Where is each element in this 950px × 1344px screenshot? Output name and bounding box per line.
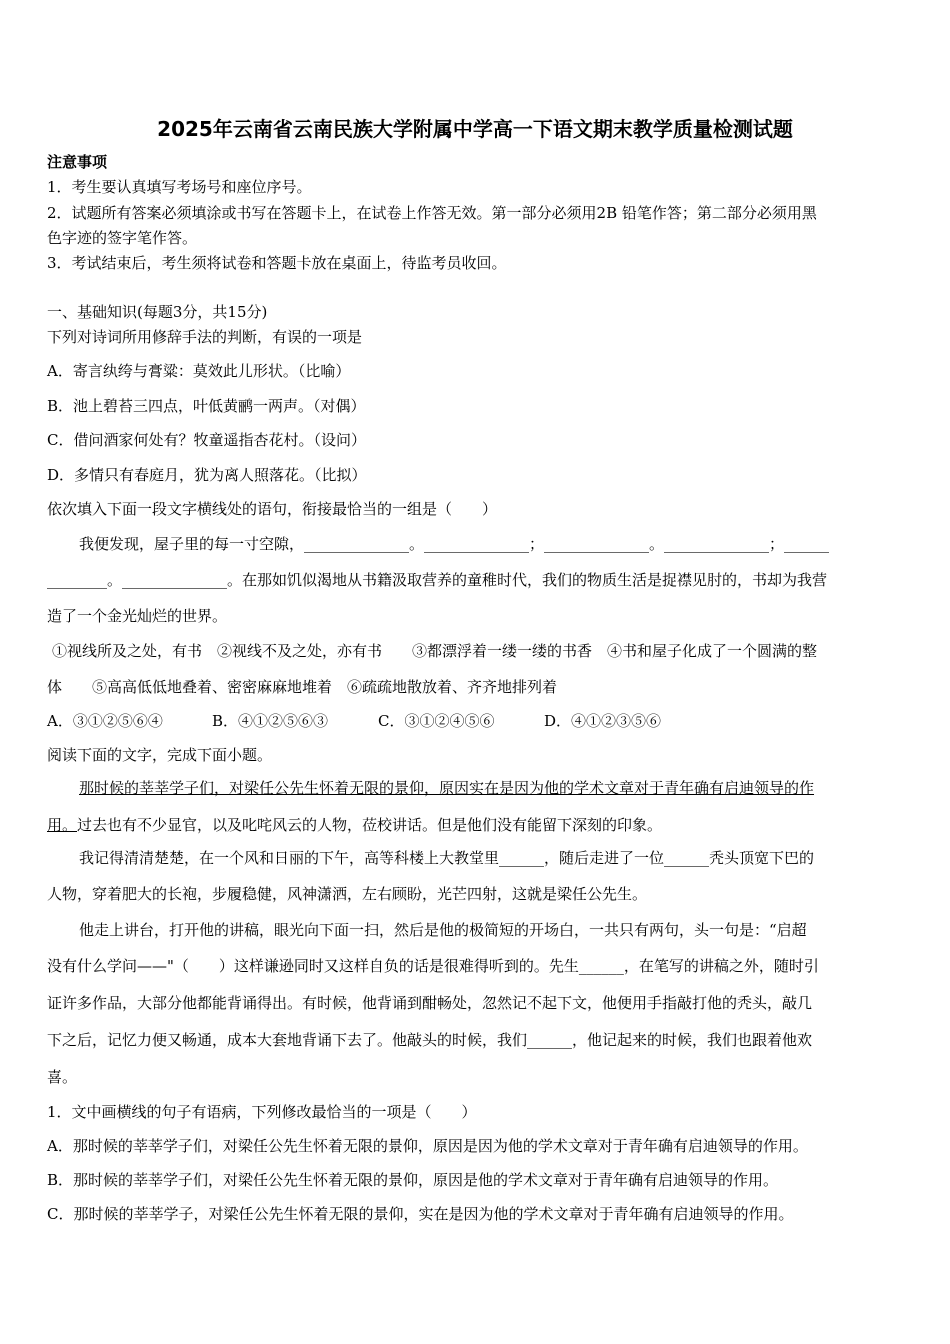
reading-intro: 阅读下面的文字，完成下面小题。: [47, 746, 273, 764]
passage-line: 没有什么学问——"（ ）这样谦逊同时又这样自负的话是很难得听到的。先生______，在笔写的讲稿之外，随时引: [47, 957, 819, 975]
passage-line: 造了一个金光灿烂的世界。: [47, 607, 228, 625]
answer-b: B．④①②⑤⑥③: [212, 712, 329, 730]
notice-item: 色字迹的签字笔作答。: [47, 229, 198, 247]
option-b: B．池上碧苔三四点，叶低黄鹂一两声。（对偶）: [47, 397, 366, 415]
question-stem: 依次填入下面一段文字横线处的语句，衔接最恰当的一组是（ ）: [47, 500, 498, 518]
passage-line: 证许多作品，大部分他都能背诵得出。有时候，他背诵到酣畅处，忽然记不起下文，他便用手指敲打他的秃头，敲几: [47, 994, 813, 1012]
option-b: B．那时候的莘莘学子们，对梁任公先生怀着无限的景仰，原因是他的学术文章对于青年确有启迪领导的作用。: [47, 1171, 779, 1189]
notice-heading: 注意事项: [47, 153, 108, 171]
passage-line: 他走上讲台，打开他的讲稿，眼光向下面一扫，然后是他的极简短的开场白，一共只有两句，头一句是：“启超: [79, 921, 807, 939]
notice-item: 2．试题所有答案必须填涂或书写在答题卡上，在试卷上作答无效。第一部分必须用2B 铅笔作答；第二部分必须用黑: [47, 204, 817, 222]
notice-item: 3．考试结束后，考生须将试卷和答题卡放在桌面上，待监考员收回。: [47, 254, 507, 272]
choices-line: 体 ⑤高高低低地叠着、密密麻麻地堆着 ⑥疏疏地散放着、齐齐地排列着: [47, 678, 558, 696]
page-title: 2025年云南省云南民族大学附属中学高一下语文期末教学质量检测试题: [157, 117, 793, 141]
choices-line: ①视线所及之处，有书 ②视线不及之处，亦有书 ③都漂浮着一缕一缕的书香 ④书和屋子化成了一个圆满的整: [52, 642, 818, 660]
section-heading: 一、基础知识(每题3分，共15分): [47, 303, 268, 321]
passage-line: 喜。: [47, 1068, 78, 1086]
passage-line: 下之后，记忆力便又畅通，成本大套地背诵下去了。他敲头的时候，我们______，他记起来的时候，我们也跟着他欢: [47, 1031, 813, 1049]
option-c: C．借问酒家何处有？牧童遥指杏花村。（设问）: [47, 431, 366, 449]
notice-item: 1．考生要认真填写考场号和座位序号。: [47, 178, 312, 196]
passage-text: 过去也有不少显官，以及叱咤风云的人物，莅校讲话。但是他们没有能留下深刻的印象。: [77, 816, 663, 834]
passage-line: 我便发现，屋子里的每一寸空隙，______________。______________；______________。______________；______: [79, 535, 830, 553]
question-stem: 下列对诗词所用修辞手法的判断，有误的一项是: [47, 328, 363, 346]
option-d: D．多情只有春庭月，犹为离人照落花。（比拟）: [47, 466, 367, 484]
passage-line: [47, 815, 662, 835]
option-a: A．那时候的莘莘学子们，对梁任公先生怀着无限的景仰，原因是因为他的学术文章对于青年确有启迪领导的作用。: [47, 1137, 808, 1155]
passage-line: 我记得清清楚楚，在一个风和日丽的下午，高等科楼上大教堂里______，随后走进了一位______秃头顶宽下巴的: [79, 849, 815, 867]
option-a: A．寄言纨绔与膏粱：莫效此儿形状。（比喻）: [47, 362, 351, 380]
passage-line: 人物，穿着肥大的长袍，步履稳健，风神潇洒，左右顾盼，光芒四射，这就是梁任公先生。: [47, 885, 648, 903]
answer-c: C．③①②④⑤⑥: [378, 712, 495, 730]
answer-d: D．④①②③⑤⑥: [544, 712, 662, 730]
question-stem: 1．文中画横线的句子有语病，下列修改最恰当的一项是（ ）: [47, 1103, 477, 1121]
underlined-sentence-end: 用。: [47, 816, 78, 834]
answer-options: [47, 711, 661, 731]
answer-a: A．③①②⑤⑥④: [47, 712, 163, 730]
option-c: C．那时候的莘莘学子，对梁任公先生怀着无限的景仰，实在是因为他的学术文章对于青年确有启迪领导的作用。: [47, 1205, 794, 1223]
passage-line: ________。______________。在那如饥似渴地从书籍汲取营养的童稚时代，我们的物质生活是捉襟见肘的，书却为我营: [47, 571, 828, 589]
underlined-sentence: 那时候的莘莘学子们，对梁任公先生怀着无限的景仰，原因实在是因为他的学术文章对于青年确有启迪领导的作: [79, 779, 815, 797]
